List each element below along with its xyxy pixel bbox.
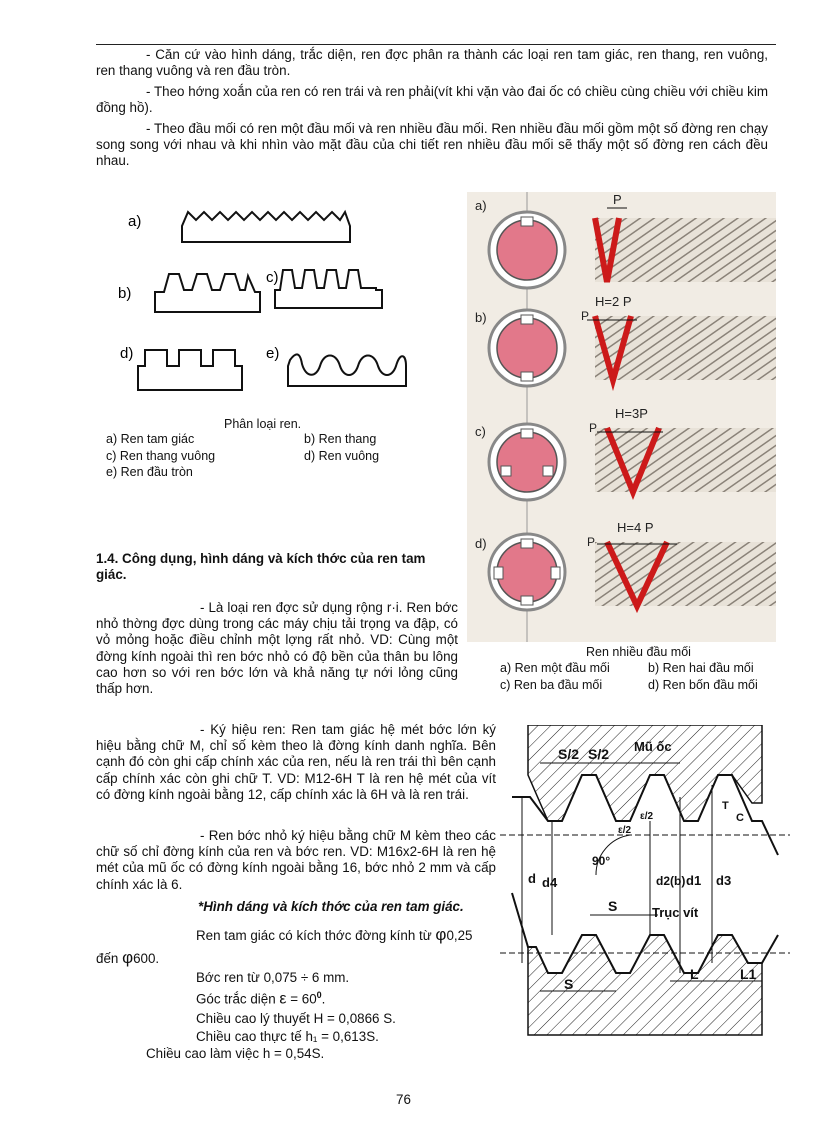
- intro-paragraph-1: - Căn cứ vào hình dáng, trắc diện, ren đợc phân ra thành các loại ren tam giác, ren thang, ren vuông, ren thang vuông và ren đầu tròn.: [96, 47, 768, 79]
- multi-start-item-a: a) Ren một đầu mối: [500, 661, 610, 675]
- pitch-label-c: H=3P: [615, 406, 648, 421]
- pitch-label-b: H=2 P: [595, 294, 632, 309]
- t-label: T: [722, 800, 729, 812]
- nut-label: Mũ ốc: [634, 739, 672, 754]
- thread-type-item-e: e) Ren đầu tròn: [106, 465, 193, 479]
- thread-type-label-d: d): [120, 345, 134, 362]
- triple-start-row: [489, 424, 776, 500]
- multi-start-label-c: c): [475, 424, 486, 439]
- square-thread-profile: [138, 350, 242, 390]
- pitch-label-a: P: [613, 192, 622, 207]
- intro-paragraph-3: - Theo đầu mối có ren một đầu mối và ren nhiều đầu mối. Ren nhiều đầu mối gồm một số đờng ren chạy song song với nhau và khi nhìn vào mặt đầu của chi tiết ren nhiều đầu mối sẽ thấy một số đờng ren cách đều nhau.: [96, 121, 768, 169]
- degree-superscript: 0: [316, 990, 322, 1000]
- pitch-p-label-b: P: [581, 309, 590, 323]
- epsilon-symbol: ε: [279, 990, 287, 1008]
- multi-start-item-c: c) Ren ba đầu mối: [500, 678, 603, 692]
- thread-types-figure: [100, 190, 440, 410]
- section-paragraph-2: - Ký hiệu ren: Ren tam giác hệ mét bớc lớn ký hiệu bằng chữ M, chỉ số kèm theo là đờng kính danh nghĩa. Bên cạnh đó còn ghi cấp chính xác của ren, nếu là ren trái thì bên cạnh cấp chính xác còn ghi chữ T. VD: M12-6H T là ren hệ mét của vít có đờng kính ngoài bằng 12, cấp chính xác là 6H và là ren trái.: [96, 722, 496, 802]
- pitch-p-label-c: P: [589, 421, 598, 435]
- bolt-label: Trục vít: [652, 905, 699, 920]
- quadruple-start-row: [489, 534, 776, 610]
- diameter-max-line: [96, 948, 159, 968]
- pitch-s-mid-label: S: [608, 898, 618, 914]
- multi-start-label-a: a): [475, 198, 487, 213]
- l-label: L: [690, 966, 699, 982]
- thread-type-label-e: e): [266, 345, 280, 362]
- thread-types-caption: Phân loại ren.: [224, 417, 302, 431]
- thread-type-item-b: b) Ren thang: [304, 432, 377, 446]
- actual-height-line: Chiều cao thực tế h₁ = 0,613S.: [196, 1029, 379, 1044]
- diameter-max-text: đến: [96, 951, 123, 966]
- multi-start-label-d: d): [475, 536, 487, 551]
- half-pitch-label-1: S/2: [558, 746, 580, 762]
- diameter-range-line: [196, 925, 473, 945]
- top-rule: [96, 44, 776, 45]
- shape-subheading: *Hình dáng và kích thớc của ren tam giác.: [198, 899, 464, 914]
- profile-angle-line: [196, 990, 325, 1008]
- triangular-thread-profile: [182, 212, 350, 242]
- d3-label: d3: [716, 873, 732, 888]
- l1-label: L1: [740, 966, 757, 982]
- pitch-range-line: Bớc ren từ 0,075 ÷ 6 mm.: [196, 970, 350, 985]
- profile-angle-value: = 60: [286, 991, 317, 1007]
- multi-start-item-b: b) Ren hai đầu mối: [648, 661, 754, 675]
- double-start-row: [489, 310, 776, 386]
- half-angle-label-1: ε/2: [618, 825, 632, 836]
- d1-label: d1: [686, 873, 702, 888]
- d4-label: d4: [542, 875, 558, 890]
- multi-start-item-d: d) Ren bốn đầu mối: [648, 678, 758, 692]
- pitch-label-d: H=4 P: [617, 520, 654, 535]
- multi-start-thread-figure: [467, 192, 776, 642]
- phi-symbol: φ: [435, 925, 447, 944]
- thread-type-item-d: d) Ren vuông: [304, 449, 380, 463]
- trapezoidal-thread-profile: [155, 274, 260, 312]
- thread-type-label-b: b): [118, 285, 132, 302]
- multi-start-caption: Ren nhiều đầu mối: [586, 645, 691, 659]
- half-angle-label-2: ε/2: [640, 811, 654, 822]
- thread-type-label-c: c): [266, 269, 279, 286]
- section-paragraph-1: - Là loại ren đợc sử dụng rộng r·i. Ren bớc nhỏ thờng đợc dùng trong các máy chịu tải trọng va đập, có vỏ mỏng hoặc điều chỉnh một lợng rất nhỏ. VD: Cùng một đờng kính ngoài thì ren bớc nhỏ có độ bền của thân bu lông cao hơn so với ren bớc lớn và khả năng tự nới lỏng cũng thấp hơn.: [96, 600, 458, 697]
- theoretical-height-line: Chiều cao lý thuyết H = 0,0866 S.: [196, 1011, 396, 1026]
- single-start-row: [489, 208, 776, 288]
- half-pitch-label-2: S/2: [588, 746, 610, 762]
- c-label: C: [736, 812, 744, 824]
- profile-angle-end: .: [321, 991, 326, 1007]
- square-trapezoid-thread-profile: [275, 270, 382, 308]
- thread-type-item-a: a) Ren tam giác: [106, 432, 195, 446]
- working-height-line: Chiều cao làm việc h = 0,54S.: [146, 1046, 325, 1061]
- triangular-thread-dimension-figure: [500, 725, 790, 1045]
- profile-angle-text: Góc trắc diện: [196, 991, 280, 1007]
- round-thread-profile: [288, 354, 406, 386]
- d2-label: d2(b): [656, 874, 686, 888]
- diameter-range-text: Ren tam giác có kích thớc đờng kính từ: [196, 928, 436, 943]
- diameter-max-value: 600.: [133, 951, 160, 966]
- thread-type-label-a: a): [128, 213, 142, 230]
- multi-start-label-b: b): [475, 310, 487, 325]
- pitch-p-label-d: P: [587, 535, 596, 549]
- intro-paragraph-2: - Theo hớng xoắn của ren có ren trái và ren phải(vít khi vặn vào đai ốc có chiều cùng chiều với chiều kim đồng hồ).: [96, 84, 768, 116]
- thread-type-item-c: c) Ren thang vuông: [106, 449, 216, 463]
- section-paragraph-3: - Ren bớc nhỏ ký hiệu bằng chữ M kèm theo các chữ số chỉ đờng kính của ren và bớc ren. VD: M16x2-6H là ren hệ mét của mũ ốc có đờng kính ngoài bằng 16, bớc nhỏ 2 mm và cấp chính xác là 6.: [96, 828, 496, 892]
- angle-label: 90°: [592, 854, 611, 868]
- section-heading: 1.4. Công dụng, hình dáng và kích thớc của ren tam giác.: [96, 551, 426, 582]
- phi-symbol-2: φ: [122, 948, 134, 967]
- d-label: d: [528, 871, 536, 886]
- diameter-min-value: 0,25: [446, 928, 473, 943]
- page-number: 76: [396, 1092, 411, 1107]
- pitch-s-bottom-label: S: [564, 976, 574, 992]
